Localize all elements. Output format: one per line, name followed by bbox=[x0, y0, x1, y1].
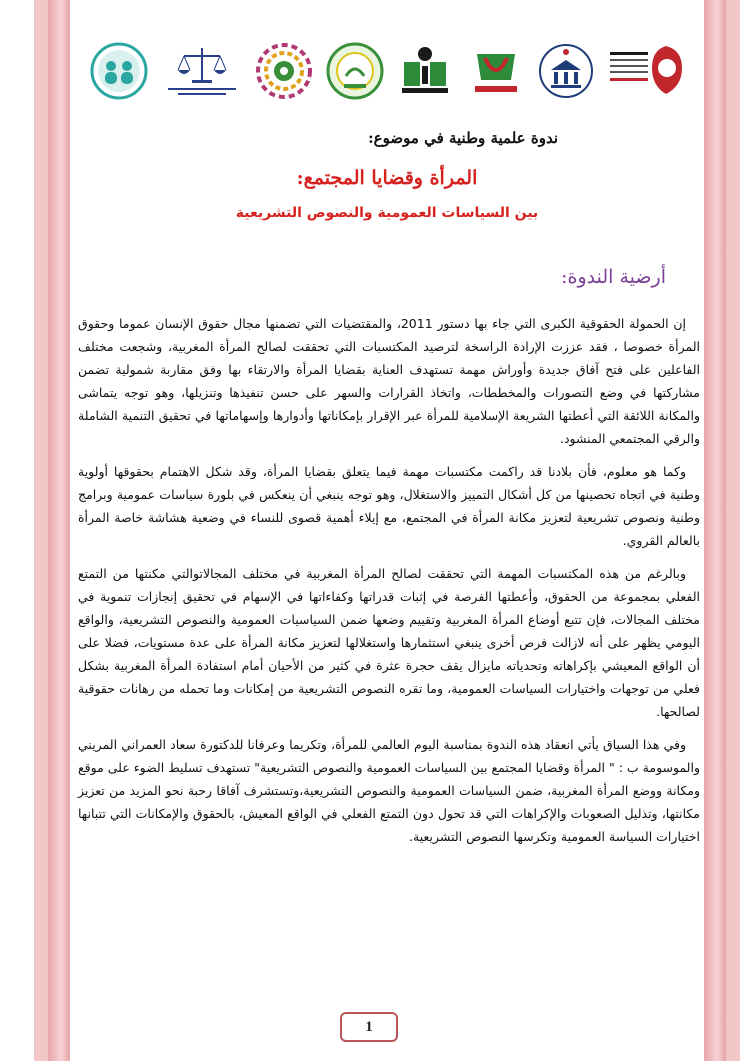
page-number: 1 bbox=[340, 1012, 398, 1042]
left-decorative-band bbox=[48, 0, 70, 1061]
document-page bbox=[70, 0, 704, 1061]
left-outer-band bbox=[34, 0, 48, 1061]
partner-logos-row bbox=[88, 36, 692, 106]
association-wreath-logo bbox=[324, 40, 386, 102]
paragraph: وفي هذا السياق يأتي انعقاد هذه الندوة بمناسبة اليوم العالمي للمرأة، وتكريما وعرفانا للدكتورة سعاد العمراني المريني والموسومة ب : " المرأة وقضايا المجتمع بين السياسات العمومية والنصوص التشريعية" تستهدف تسليط الضوء على موقع ومكانة ووضع المرأة المغربية، ضمن السياسات العمومية والنصوص التشريعية،وتستشرف آفاقا رحبة نحو المزيد من تعزيز مكانتها، وتذليل الصعوبات والإكراهات التي قد تحول دون التمتع الفعلي في الواقع المعيش، بالحقوق والإمكانات التي تتبانها اختيارات السياسة العمومية وتكرسها النصوص التشريعية. bbox=[78, 737, 700, 844]
al-wasit-logo bbox=[465, 40, 527, 102]
seminar-kicker: ندوة علمية وطنية في موضوع: bbox=[368, 129, 558, 147]
doctors-forum-logo bbox=[535, 40, 597, 102]
body-text bbox=[78, 312, 700, 858]
right-decorative-band bbox=[704, 0, 726, 1061]
scales-justice-logo bbox=[159, 40, 245, 102]
people-circle-logo bbox=[88, 40, 150, 102]
seminar-subtitle: بين السياسات العمومية والنصوص التشريعية bbox=[235, 205, 539, 221]
section-heading: أرضية الندوة: bbox=[561, 266, 666, 288]
paragraph: وبالرغم من هذه المكتسبات المهمة التي تحققت لصالح المرأة المغربية في مختلف المجالاتوالتي مكنتها من التمتع الفعلي بمجموعة من الحقوق، وأعطتها الفرصة في إثبات قدراتها وكفاءاتها في الإسهام في تحقيق إنجازات تنموية في مختلف المجالات، فإن تتبع أوضاع المرأة المغربية وتقييم وضعها ضمن السياسيات العمومية والنصوص التشريعية، والواقع اليومي يظهر على أنه لازالت فرص أخرى ينبغي استثمارها واستغلالها لتعزيز مكانة المرأة على عدة مستويات، فضلا على أن الواقع المعيشي بإكراهاته وتحدياته مايزال يقف حجرة عثرة في كثير من الأحيان أمام استفادة المرأة المغربية بشكل فعلي من توجهات واختيارات السياسات العمومية، وما تقره النصوص التشريعية من إمكانات وما تحمله من رهانات حقوقية لصالحها. bbox=[78, 566, 700, 719]
seminar-title: المرأة وقضايا المجتمع: bbox=[296, 167, 478, 189]
paragraph: إن الحمولة الحقوقية الكبرى التي جاء بها دستور 2011، والمقتضيات التي تضمنها مجال حقوق الإنسان عموما وحقوق المرأة خصوصا ، فقد عززت الإرادة الراسخة لترصيد المكتسبات التي تحققت لصالح المرأة المغربية، وشجعت مختلف الفاعلين على فتح آفاق جديدة وأوراش مهمة تستهدف العناية بقضايا المرأة والارتقاء بها وفق مقاربة شمولية تضمن مشاركتها في وضع التصورات والمخططات، واتخاذ القرارات والسهر على حسن تنفيذها وتنزيلها، وهو توجه يتماشى والمكانة اللائقة التي أعطتها الشريعة الإسلامية للمرأة عبر الإقرار بإمكاناتها وأدوارها وإسهاماتها في تحقيق التنمية الشاملة والرقي المجتمعي المنشود. bbox=[78, 316, 700, 446]
judges-club-logo bbox=[394, 40, 456, 102]
colored-wheel-logo bbox=[253, 40, 315, 102]
university-faculty-logo bbox=[606, 40, 692, 102]
right-outer-band bbox=[726, 0, 740, 1061]
paragraph: وكما هو معلوم، فأن بلادنا قد راكمت مكتسبات مهمة فيما يتعلق بقضايا المرأة، وقد شكل الاهتمام بحقوقها أولوية وطنية في اتجاه تحصينها من كل أشكال التمييز والاستغلال، وهو توجه ينبغي أن ينعكس في بلورة سياسات عمومية وبرامج وطنية ونصوص تشريعية لتعزيز مكانة المرأة في المجتمع، مع إيلاء أهمية قصوى للنساء في وضعية هشاشة خاصة المرأة بالعالم القروي. bbox=[78, 464, 700, 548]
